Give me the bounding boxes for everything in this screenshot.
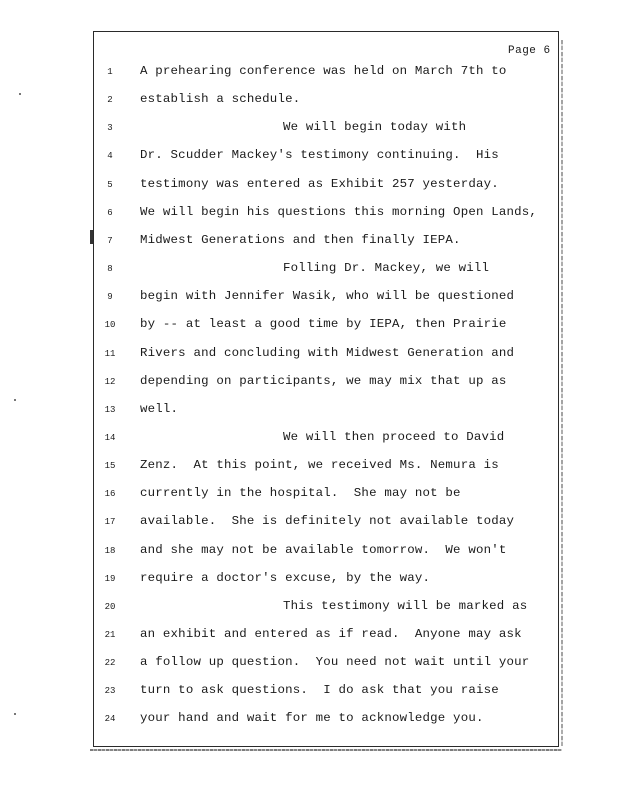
line-number: 1 — [107, 67, 113, 77]
line-text: Folling Dr. Mackey, we will — [283, 261, 490, 276]
line-text: and she may not be available tomorrow. We won't — [140, 542, 507, 557]
transcript-line — [0, 63, 618, 83]
line-text: available. She is definitely not available today — [140, 514, 515, 529]
line-number: 13 — [104, 404, 116, 415]
transcript-line — [0, 119, 618, 139]
transcript-line — [0, 626, 618, 646]
line-text: begin with Jennifer Wasik, who will be questioned — [140, 289, 515, 304]
transcript-line — [0, 316, 618, 336]
line-text: by -- at least a good time by IEPA, then Prairie — [140, 317, 507, 332]
line-number: 17 — [104, 517, 116, 528]
line-text: require a doctor's excuse, by the way. — [140, 570, 431, 585]
line-text: your hand and wait for me to acknowledge you. — [140, 711, 484, 726]
line-number: 4 — [107, 151, 113, 162]
line-number: 21 — [104, 630, 116, 640]
transcript-line — [0, 485, 618, 505]
line-text: We will then proceed to David — [283, 429, 505, 444]
line-number: 16 — [104, 489, 116, 500]
line-text: currently in the hospital. She may not be — [140, 486, 461, 501]
line-number: 5 — [107, 179, 113, 190]
transcript-line — [0, 542, 618, 562]
line-number: 19 — [104, 573, 116, 584]
line-text: a follow up question. You need not wait until your — [140, 655, 530, 670]
page-number: Page 6 — [508, 45, 551, 57]
line-number: 11 — [104, 348, 116, 359]
transcript-line — [0, 373, 618, 393]
line-number: 20 — [104, 601, 116, 612]
transcript-line — [0, 176, 618, 196]
transcript-line — [0, 288, 618, 308]
transcript-line — [0, 654, 618, 674]
line-number: 22 — [104, 658, 116, 669]
line-number: 8 — [107, 264, 113, 275]
transcript-line — [0, 345, 618, 365]
line-text: well. — [140, 401, 179, 416]
line-number: 23 — [104, 686, 116, 697]
transcript-line — [0, 710, 618, 730]
line-number: 15 — [104, 461, 116, 472]
line-text: We will begin today with — [283, 120, 467, 135]
transcript-line — [0, 260, 618, 280]
line-text: Midwest Generations and then finally IEPA. — [140, 232, 461, 247]
line-text: turn to ask questions. I do ask that you raise — [140, 683, 499, 698]
line-text: We will begin his questions this morning Open Lands, — [140, 204, 538, 219]
transcript-line — [0, 513, 618, 533]
line-text: This testimony will be marked as — [283, 598, 528, 613]
line-number: 3 — [107, 123, 113, 134]
line-text: Zenz. At this point, we received Ms. Nemura is — [140, 458, 499, 473]
line-number: 18 — [104, 545, 116, 556]
line-number: 24 — [104, 714, 116, 725]
line-text: depending on participants, we may mix that up as — [140, 373, 507, 388]
line-number: 7 — [107, 235, 113, 246]
line-number: 9 — [107, 292, 113, 303]
transcript-line — [0, 457, 618, 477]
transcript-line — [0, 147, 618, 167]
transcript-line — [0, 598, 618, 618]
line-number: 2 — [107, 95, 113, 106]
scan-edge-bottom — [90, 749, 562, 751]
line-number: 14 — [104, 432, 116, 443]
line-text: testimony was entered as Exhibit 257 yesterday. — [140, 176, 499, 191]
line-number: 6 — [107, 207, 113, 218]
transcript-line — [0, 682, 618, 702]
line-text: establish a schedule. — [140, 92, 301, 107]
transcript-line — [0, 91, 618, 111]
transcript-line — [0, 204, 618, 224]
line-text: Dr. Scudder Mackey's testimony continuing. His — [140, 148, 499, 163]
transcript-line — [0, 232, 618, 252]
line-number: 12 — [104, 376, 116, 387]
line-text: A prehearing conference was held on March 7th to — [140, 64, 507, 78]
line-text: an exhibit and entered as if read. Anyone may ask — [140, 627, 522, 641]
line-number: 10 — [104, 320, 116, 331]
transcript-line — [0, 429, 618, 449]
transcript-line — [0, 401, 618, 421]
line-text: Rivers and concluding with Midwest Generation and — [140, 345, 515, 360]
transcript-line — [0, 570, 618, 590]
